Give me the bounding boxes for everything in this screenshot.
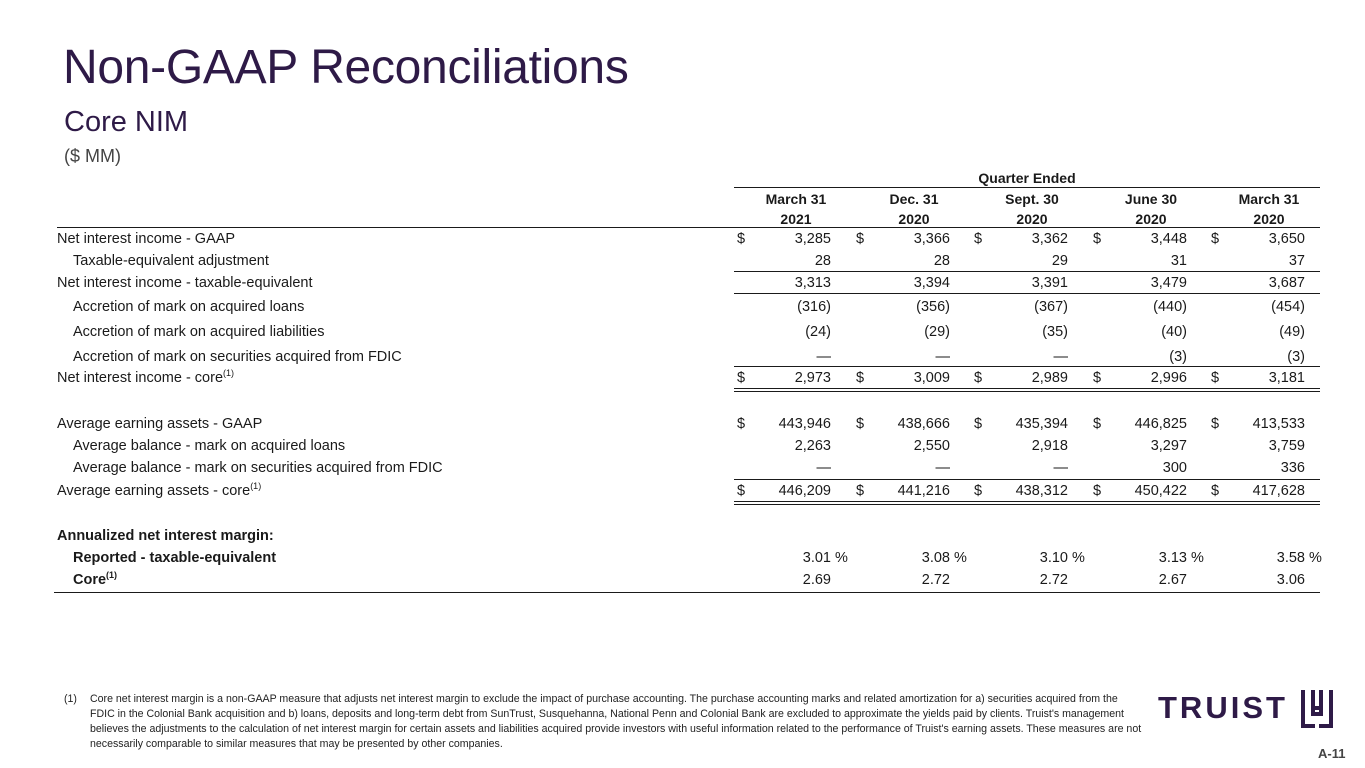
- table-row: [57, 457, 1322, 479]
- cell-value: 2,263: [794, 438, 831, 454]
- cell-value: 2.72: [1039, 572, 1068, 588]
- cell-value: 3,366: [913, 231, 950, 247]
- table-row: [57, 367, 1322, 389]
- dollar-sign: $: [737, 416, 746, 432]
- cell-value: (454): [1271, 299, 1305, 315]
- cell-value: 438,666: [897, 416, 950, 432]
- logo-wordmark: TRUIST: [1158, 690, 1288, 725]
- row-label: Annualized net interest margin:: [57, 528, 274, 544]
- column-header-2: Dec. 31 2020: [889, 191, 939, 227]
- table-row: [57, 272, 1322, 294]
- cell-value: —: [935, 460, 950, 476]
- cell-value: 2,996: [1150, 370, 1187, 386]
- dollar-sign: $: [737, 231, 746, 247]
- table-bottom-rule: [54, 592, 1320, 593]
- dollar-sign: $: [1211, 483, 1220, 499]
- table-row: [57, 321, 1322, 343]
- cell-value: 441,216: [897, 483, 950, 499]
- table-row: [57, 547, 1322, 569]
- cell-value: 28: [933, 253, 950, 269]
- table-row: [57, 435, 1322, 457]
- cell-value: 3,448: [1150, 231, 1187, 247]
- units-label: ($ MM): [64, 146, 121, 166]
- dollar-sign: $: [1093, 370, 1102, 386]
- quarter-ended-header: Quarter Ended: [978, 170, 1076, 186]
- cell-value: 2,550: [913, 438, 950, 454]
- row-label: Reported - taxable-equivalent: [73, 550, 277, 566]
- table-row: [57, 228, 1322, 250]
- row-label: Average earning assets - GAAP: [57, 416, 263, 432]
- cell-value: (316): [797, 299, 831, 315]
- cell-value: 3,479: [1150, 275, 1187, 291]
- table-row: [57, 296, 1322, 318]
- dollar-sign: $: [1093, 231, 1102, 247]
- cell-value: 3,391: [1031, 275, 1068, 291]
- table-row: [57, 525, 1322, 547]
- cell-value: 3.10: [1039, 550, 1068, 566]
- dollar-sign: $: [1211, 370, 1220, 386]
- row-label: Accretion of mark on acquired loans: [73, 299, 305, 315]
- total-double-rule: [734, 501, 1320, 502]
- cell-value: 450,422: [1134, 483, 1187, 499]
- dollar-sign: $: [974, 370, 983, 386]
- percent-sign: %: [835, 550, 848, 566]
- cell-value: 3,759: [1268, 438, 1305, 454]
- cell-value: —: [1053, 349, 1068, 365]
- cell-value: —: [935, 349, 950, 365]
- footnote: [64, 692, 1144, 752]
- dollar-sign: $: [856, 370, 865, 386]
- row-label: Net interest income - core$^{(1)}$: [57, 368, 235, 386]
- page-title: Non-GAAP Reconciliations: [63, 41, 629, 94]
- cell-value: 336: [1280, 460, 1305, 476]
- cell-value: 3,313: [794, 275, 831, 291]
- cell-value: 31: [1170, 253, 1187, 269]
- dollar-sign: $: [974, 231, 983, 247]
- cell-value: (3): [1287, 349, 1305, 365]
- page-number: A-11: [1318, 746, 1346, 761]
- cell-value: 3,285: [794, 231, 831, 247]
- table-row: [57, 480, 1322, 502]
- cell-value: 3.13: [1158, 550, 1187, 566]
- cell-value: 2,918: [1031, 438, 1068, 454]
- row-label: Average balance - mark on acquired loans: [73, 438, 346, 454]
- cell-value: 300: [1162, 460, 1187, 476]
- dollar-sign: $: [856, 483, 865, 499]
- cell-value: 37: [1288, 253, 1305, 269]
- row-label: Accretion of mark on securities acquired from FDIC: [73, 349, 402, 365]
- total-double-rule: [734, 504, 1320, 505]
- cell-value: 29: [1051, 253, 1068, 269]
- footnote-number: (1): [64, 693, 77, 705]
- cell-value: (49): [1279, 324, 1305, 340]
- row-label: Net interest income - taxable-equivalent: [57, 275, 313, 291]
- row-label: Accretion of mark on acquired liabilities: [73, 324, 325, 340]
- percent-sign: %: [1309, 550, 1322, 566]
- cell-value: 3,297: [1150, 438, 1187, 454]
- table-row: [57, 346, 1322, 368]
- row-label: Net interest income - GAAP: [57, 231, 236, 247]
- cell-value: 2.67: [1158, 572, 1187, 588]
- cell-value: 28: [814, 253, 831, 269]
- subtotal-rule: [734, 293, 1320, 294]
- cell-value: 3,181: [1268, 370, 1305, 386]
- column-header-1: March 31 2021: [765, 191, 827, 227]
- truist-mark-icon: [1300, 688, 1334, 728]
- cell-value: 3.06: [1276, 572, 1305, 588]
- cell-value: 3,394: [913, 275, 950, 291]
- cell-value: 446,825: [1134, 416, 1187, 432]
- total-double-rule: [734, 391, 1320, 392]
- row-label: Average earning assets - core$^{(1)}$: [57, 481, 262, 499]
- cell-value: —: [1053, 460, 1068, 476]
- page-subtitle: Core NIM: [64, 106, 189, 138]
- column-header-4: June 30 2020: [1124, 191, 1178, 227]
- subtotal-rule: [734, 271, 1320, 272]
- cell-value: (29): [924, 324, 950, 340]
- subtotal-rule: [734, 366, 1320, 367]
- cell-value: 443,946: [778, 416, 831, 432]
- cell-value: (40): [1161, 324, 1187, 340]
- cell-value: —: [816, 460, 831, 476]
- column-header-5: March 31 2020: [1238, 191, 1300, 227]
- cell-value: 3,009: [913, 370, 950, 386]
- cell-value: (440): [1153, 299, 1187, 315]
- dollar-sign: $: [974, 483, 983, 499]
- dollar-sign: $: [1211, 231, 1220, 247]
- cell-value: 2.72: [921, 572, 950, 588]
- percent-sign: %: [954, 550, 967, 566]
- dollar-sign: $: [856, 231, 865, 247]
- cell-value: 2.69: [802, 572, 831, 588]
- cell-value: 446,209: [778, 483, 831, 499]
- cell-value: 2,989: [1031, 370, 1068, 386]
- truist-logo: [1158, 688, 1334, 728]
- cell-value: 3,687: [1268, 275, 1305, 291]
- dollar-sign: $: [974, 416, 983, 432]
- subtotal-rule: [734, 479, 1320, 480]
- cell-value: 3.58: [1276, 550, 1305, 566]
- cell-value: (35): [1042, 324, 1068, 340]
- header-rule: [734, 187, 1320, 188]
- cell-value: 3.08: [921, 550, 950, 566]
- total-double-rule: [734, 388, 1320, 389]
- cell-value: 417,628: [1252, 483, 1305, 499]
- dollar-sign: $: [737, 370, 746, 386]
- cell-value: (367): [1034, 299, 1068, 315]
- cell-value: 3,650: [1268, 231, 1305, 247]
- dollar-sign: $: [737, 483, 746, 499]
- cell-value: (356): [916, 299, 950, 315]
- row-label: Taxable-equivalent adjustment: [73, 253, 269, 269]
- table-row: [57, 413, 1322, 435]
- percent-sign: %: [1072, 550, 1085, 566]
- cell-value: —: [816, 349, 831, 365]
- cell-value: 413,533: [1252, 416, 1305, 432]
- row-label: Average balance - mark on securities acquired from FDIC: [73, 460, 443, 476]
- percent-sign: %: [1191, 550, 1204, 566]
- footnote-text: Core net interest margin is a non-GAAP measure that adjusts net interest margin to exclude the impact of purchase accounting. The purchase accounting marks and related amortization for a) securities acquired from the FDIC in the Colonial Bank acquisition and b) loans, deposits and long-term debt from SunTrust, Susquehanna, National Penn and Colonial Bank are excluded to approximate the yields paid by clients. Truist's management believes the adjustments to the calculation of net interest margin for certain assets and liabilities acquired provide investors with useful information related to the performance of Truist's earning assets. These measures are not necessarily comparable to similar measures that may be presented by other companies.: [90, 693, 1142, 750]
- dollar-sign: $: [1093, 483, 1102, 499]
- cell-value: 435,394: [1015, 416, 1068, 432]
- cell-value: (24): [805, 324, 831, 340]
- cell-value: 3,362: [1031, 231, 1068, 247]
- table-row: [57, 569, 1322, 591]
- table-row: [57, 250, 1322, 272]
- row-label: Core$^{(1)}$: [73, 570, 118, 588]
- dollar-sign: $: [856, 416, 865, 432]
- cell-value: 3.01: [802, 550, 831, 566]
- cell-value: (3): [1169, 349, 1187, 365]
- cell-value: 438,312: [1015, 483, 1068, 499]
- cell-value: 2,973: [794, 370, 831, 386]
- dollar-sign: $: [1211, 416, 1220, 432]
- dollar-sign: $: [1093, 416, 1102, 432]
- column-header-3: Sept. 30 2020: [1005, 191, 1059, 227]
